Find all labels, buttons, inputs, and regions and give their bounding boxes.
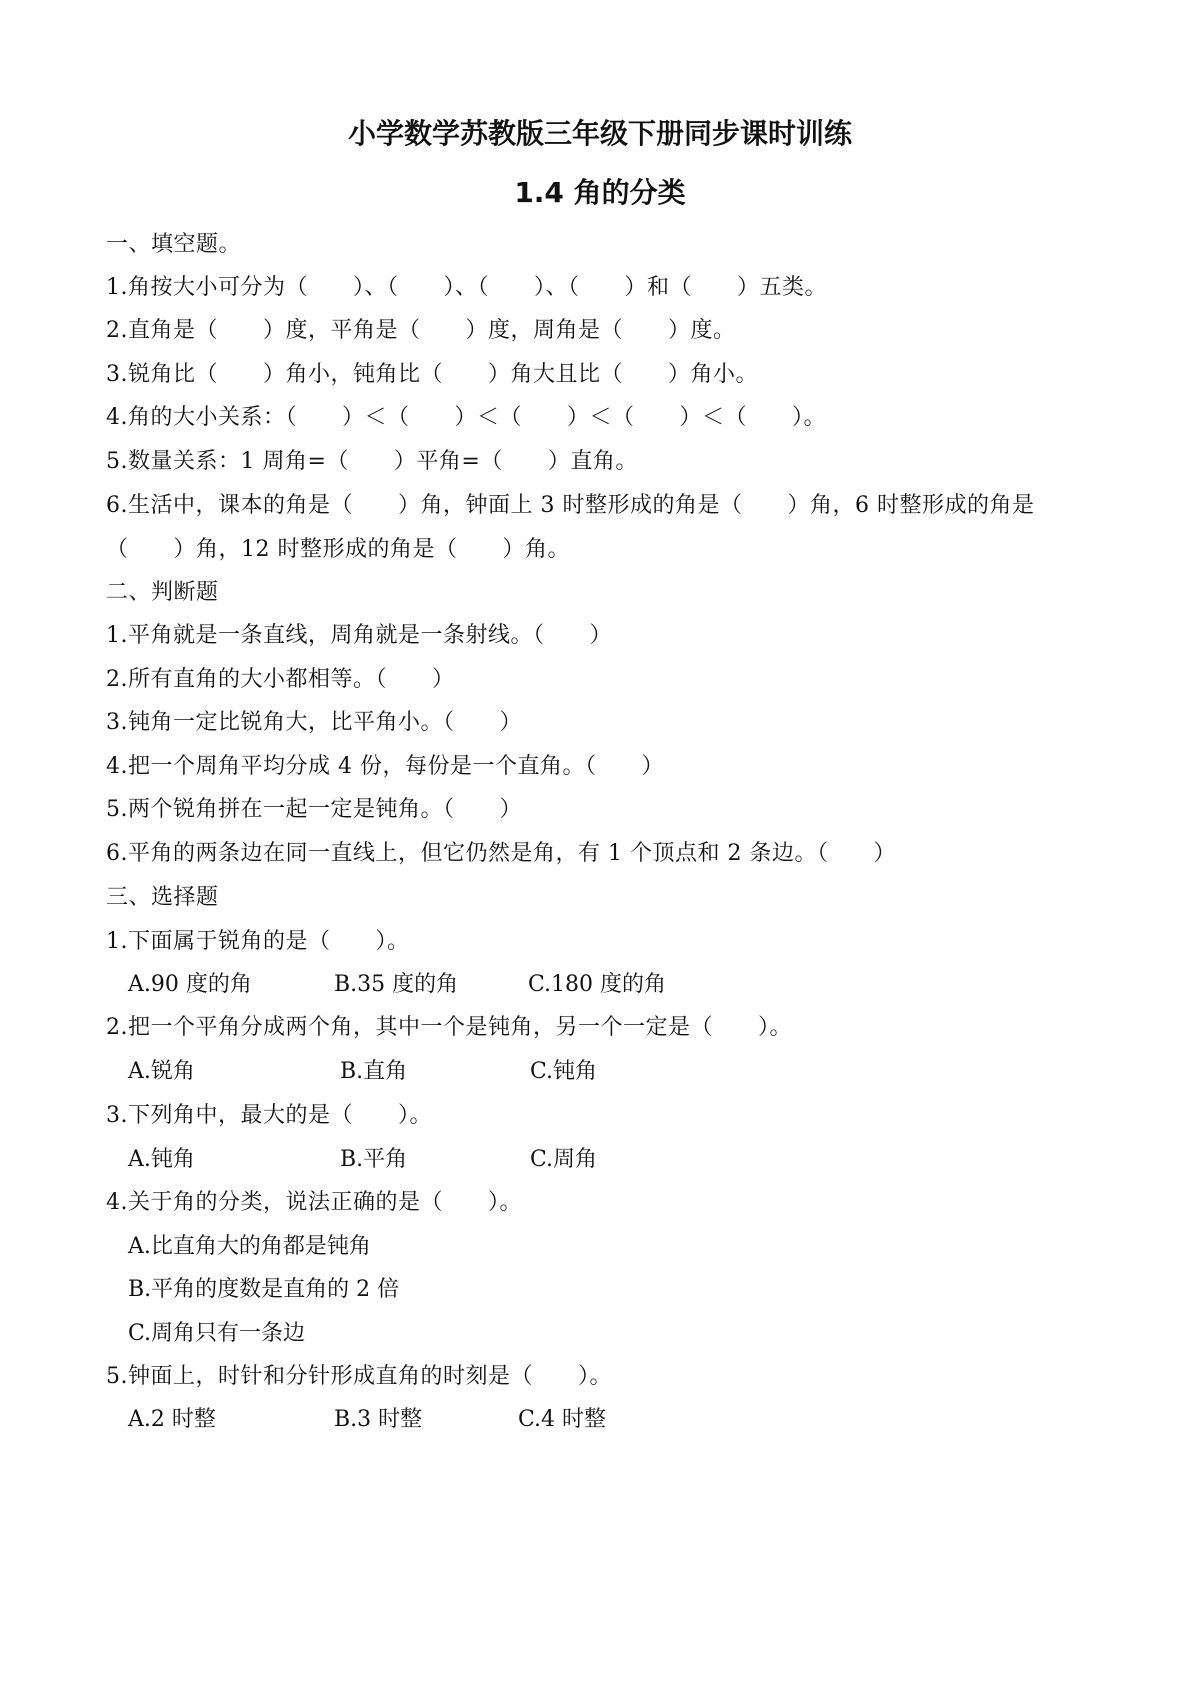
judge-question-4: 4.把一个周角平均分成 4 份，每份是一个直角。（ ） (106, 754, 664, 779)
choice-5-option-b: B.3 时整 (334, 1407, 423, 1432)
fill-question-1: 1.角按大小可分为（ ）、（ ）、（ ）、（ ）和（ ）五类。 (106, 275, 827, 300)
choice-1-option-a: A.90 度的角 (128, 972, 252, 997)
fill-question-5: 5.数量关系：1 周角=（ ）平角=（ ）直角。 (106, 449, 638, 474)
judge-question-6: 6.平角的两条边在同一直线上，但它仍然是角，有 1 个顶点和 2 条边。（ ） (106, 841, 896, 866)
judge-question-5: 5.两个锐角拼在一起一定是钝角。（ ） (106, 797, 522, 822)
choice-2-option-b: B.直角 (340, 1059, 408, 1084)
fill-question-6-line-2: （ ）角，12 时整形成的角是（ ）角。 (106, 537, 570, 562)
choice-1-option-c: C.180 度的角 (528, 972, 667, 997)
lesson-subtitle: 1.4 角的分类 (514, 176, 686, 209)
choice-question-1: 1.下面属于锐角的是（ ）。 (106, 929, 410, 954)
fill-question-2: 2.直角是（ ）度，平角是（ ）度，周角是（ ）度。 (106, 318, 736, 343)
choice-3-option-a: A.钝角 (128, 1147, 195, 1172)
choice-2-option-c: C.钝角 (530, 1059, 598, 1084)
choice-4-option-a: A.比直角大的角都是钝角 (128, 1234, 371, 1259)
worksheet-title: 小学数学苏教版三年级下册同步课时训练 (347, 117, 852, 150)
choice-question-2: 2.把一个平角分成两个角，其中一个是钝角，另一个一定是（ ）。 (106, 1015, 792, 1040)
fill-question-6-line-1: 6.生活中，课本的角是（ ）角，钟面上 3 时整形成的角是（ ）角，6 时整形成的角是 (106, 493, 1035, 518)
choice-3-option-b: B.平角 (340, 1147, 408, 1172)
choice-3-option-c: C.周角 (530, 1147, 598, 1172)
fill-question-4: 4.角的大小关系：（ ）＜（ ）＜（ ）＜（ ）＜（ ）。 (106, 405, 826, 430)
choice-4-option-b: B.平角的度数是直角的 2 倍 (128, 1277, 400, 1302)
fill-question-3: 3.锐角比（ ）角小，钝角比（ ）角大且比（ ）角小。 (106, 362, 758, 387)
judge-question-2: 2.所有直角的大小都相等。（ ） (106, 667, 455, 692)
choice-5-option-a: A.2 时整 (128, 1407, 216, 1432)
choice-1-option-b: B.35 度的角 (334, 972, 459, 997)
choice-question-4: 4.关于角的分类，说法正确的是（ ）。 (106, 1190, 522, 1215)
judge-question-1: 1.平角就是一条直线，周角就是一条射线。（ ） (106, 623, 612, 648)
section-heading-true-false: 二、判断题 (106, 580, 219, 605)
choice-4-option-c: C.周角只有一条边 (128, 1321, 306, 1346)
choice-5-option-c: C.4 时整 (518, 1407, 607, 1432)
section-heading-fill-blank: 一、填空题。 (106, 232, 242, 257)
choice-2-option-a: A.锐角 (128, 1059, 195, 1084)
choice-question-3: 3.下列角中，最大的是（ ）。 (106, 1103, 432, 1128)
judge-question-3: 3.钝角一定比锐角大，比平角小。（ ） (106, 710, 522, 735)
section-heading-multiple-choice: 三、选择题 (106, 885, 219, 910)
choice-question-5: 5.钟面上，时针和分针形成直角的时刻是（ ）。 (106, 1364, 612, 1389)
